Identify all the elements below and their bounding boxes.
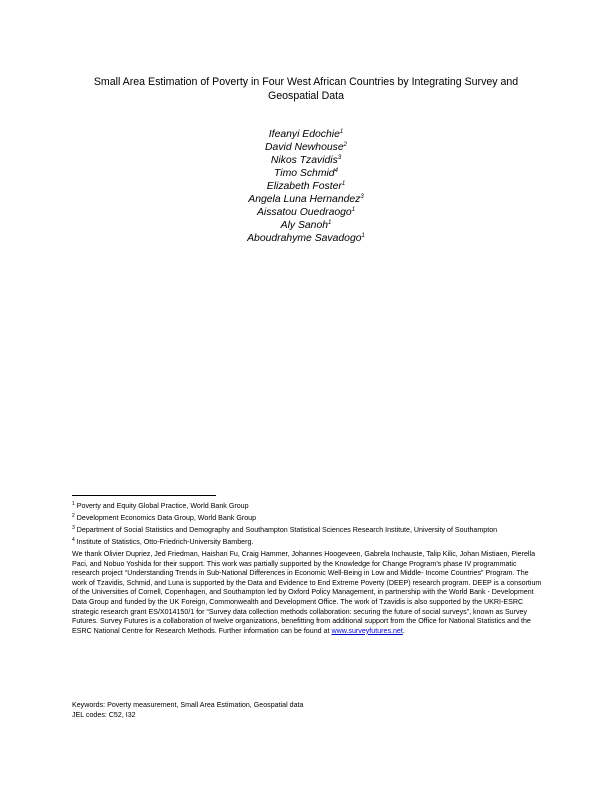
author-name: Nikos Tzavidis [270,155,338,166]
footnote-mark: 4 [72,536,75,543]
author-name: Aboudrahyme Savadogo [247,233,362,244]
author-affiliation-mark: 1 [361,233,365,239]
author [156,154,456,167]
affiliation-footnote [72,526,544,536]
author-name: Aissatou Ouedraogo [256,207,352,218]
footnote-text: Development Economics Data Group, World Bank Group [76,513,257,522]
affiliation-footnote [72,538,544,548]
keywords-block [72,701,544,720]
author-name: Ifeanyi Edochie [268,129,340,140]
paper-title: Small Area Estimation of Poverty in Four West African Countries by Integrating Survey and Geospatial Data [93,76,519,102]
link-suffix: . [402,626,405,635]
acknowledgment [72,550,544,636]
author-affiliation-mark: 1 [339,129,344,135]
author-affiliation-mark: 1 [328,220,332,226]
author-name: Aly Sanoh [280,220,329,231]
author [156,206,456,219]
author-affiliation-mark: 4 [334,168,338,174]
footnote-mark: 2 [72,512,75,519]
affiliation-footnote [72,502,544,512]
footnotes [72,502,544,636]
author [156,128,456,141]
author [156,193,456,206]
footnote-text: Poverty and Equity Global Practice, World Bank Group [76,502,249,510]
author-name: Angela Luna Hernandez [248,194,361,205]
footnote-divider [72,495,216,496]
footnote-mark: 3 [72,524,75,531]
author [156,232,456,245]
author-affiliation-mark: 3 [360,194,364,200]
footnote-mark: 1 [72,501,75,507]
author-list [156,128,456,245]
author-name: Timo Schmid [274,168,335,179]
author [156,180,456,193]
affiliation-notes [72,502,544,548]
footnote-text: Institute of Statistics, Otto-Friedrich-University Bamberg. [76,537,254,546]
survey-futures-link[interactable]: www.surveyfutures.net [331,626,403,635]
author-affiliation-mark: 3 [337,155,342,161]
author [156,219,456,232]
footnote-text: Department of Social Statistics and Demography and Southampton Statistical Sciences Research Institute, University of Southampton [76,525,498,534]
keywords: Keywords: Poverty measurement, Small Area Estimation, Geospatial data [72,701,304,709]
author [156,141,456,154]
author-name: David Newhouse [265,142,344,153]
author-affiliation-mark: 1 [341,181,346,187]
jel-codes: JEL codes: C52, I32 [72,710,136,719]
affiliation-footnote [72,514,544,524]
author-affiliation-mark: 1 [351,207,356,213]
acknowledgment-text: We thank Olivier Dupriez, Jed Friedman, Haishan Fu, Craig Hammer, Johannes Hoogeveen, Gabrela Inchauste, Talip Kilic, Johan Mistiaen, Pierella Paci, and Nobuo Yoshida for their support. This work was partially supported by the Knowledge for Change Program’s phase IV programmatic research project “Understanding Trends in Sub-National Differences in Economic Well-Being in Low and Middle- Income Countries” Program. The work of Tzavidis, Schmid, and Luna is supported by the Data and Evidence to End Extreme Poverty (DEEP) research program. DEEP is a consortium of the Universities of Cornell, Copenhagen, and Southampton led by Oxford Policy Management, in partnership with the World Bank - Development Data Group and funded by the UK Foreign, Commonwealth and Development Office. The work of Tzavidis is also supported by the UKRI-ESRC strategic research grant ES/X014150/1 for “Survey data collection methods collaboration: securing the future of social surveys”, known as Survey Futures. Survey Futures is a collaboration of twelve organizations, benefitting from additional support from the Office for National Statistics and the ESRC National Centre for Research Methods. Further information can be found at [72,549,542,635]
author [156,167,456,180]
author-name: Elizabeth Foster [266,181,342,192]
author-affiliation-mark: 2 [343,142,347,148]
